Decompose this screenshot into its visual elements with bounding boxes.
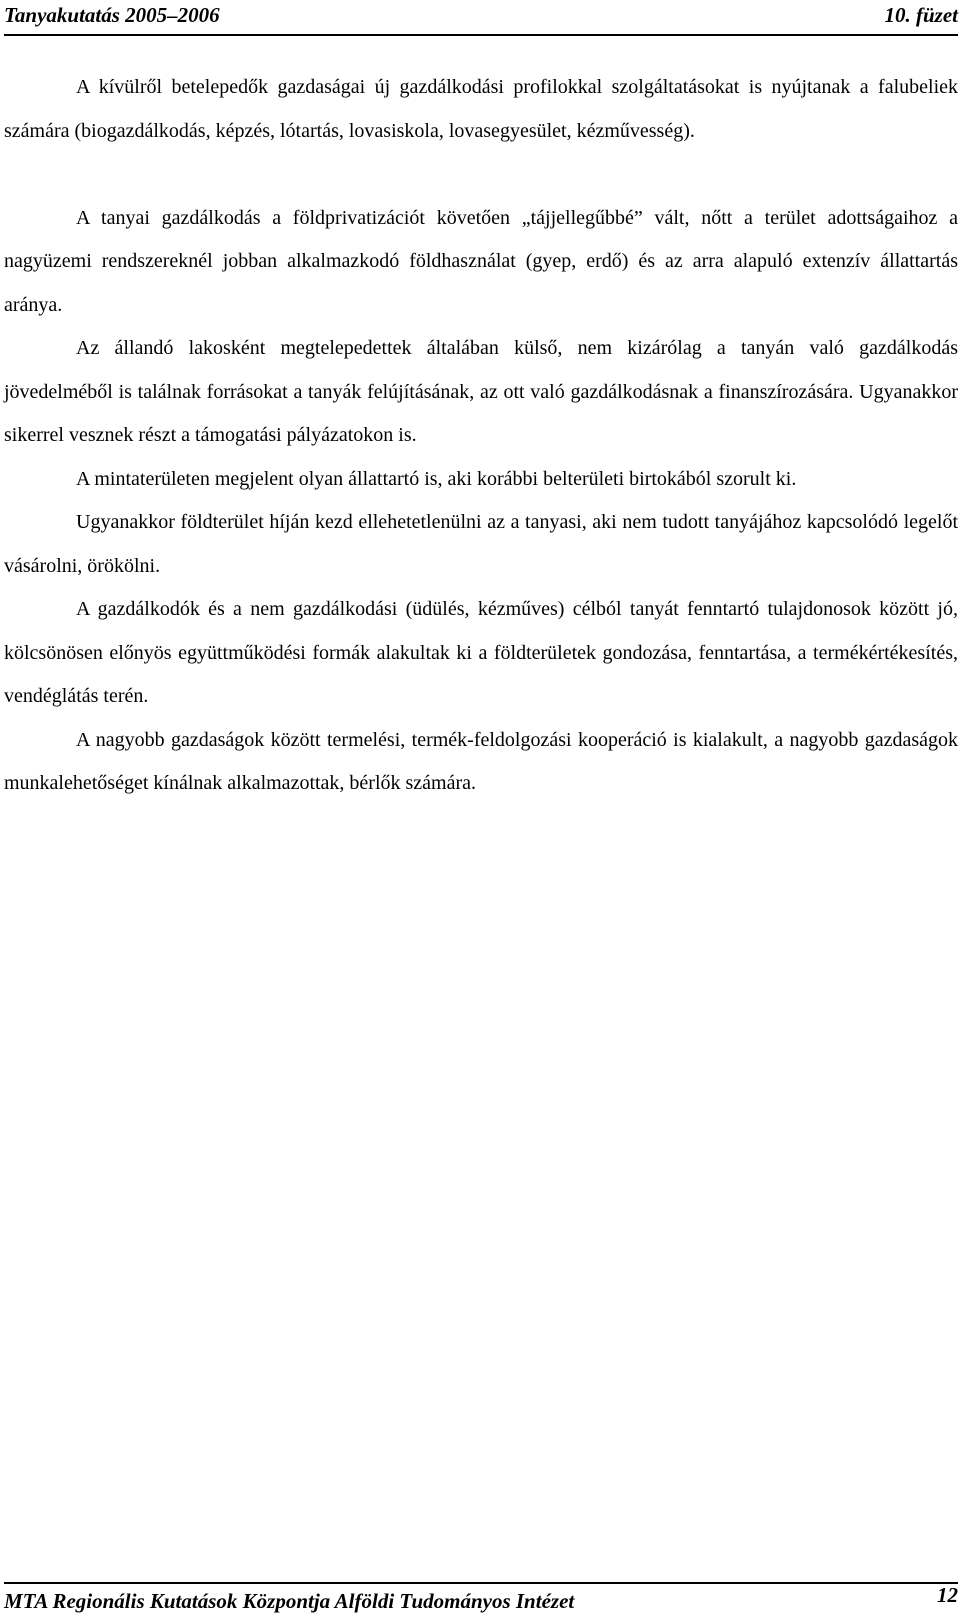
paragraph-livestock-keeper: A mintaterületen megjelent olyan állattartó is, aki korábbi belterületi birtokából szorult ki. <box>76 467 797 490</box>
body-text <box>4 66 958 806</box>
page-footer <box>4 1582 958 1618</box>
paragraph-permanent-residents: Az állandó lakosként megtelepedettek általában külső, nem kizárólag a tanyán való gazdálkodás jövedelméből is találnak forrásokat a tanyák felújításának, az ott való gazdálkodásnak a finanszírozására. Ugyanakkor sikerrel vesznek részt a támogatási pályázatokon is. <box>4 337 958 446</box>
paragraph-landscape-farming: A tanyai gazdálkodás a földprivatizációt követően „tájjellegűbbé” vált, nőtt a terület adottságaihoz a nagyüzemi rendszereknél jobban alkalmazkodó földhasználat (gyep, erdő) és az arra alapuló extenzív állattartás aránya. <box>4 206 958 316</box>
paragraph-larger-farms: A nagyobb gazdaságok között termelési, termék-feldolgozási kooperáció is kialakult, a nagyobb gazdaságok munkalehetőséget kínálnak alkalmazottak, bérlők számára. <box>4 728 958 794</box>
issue-number: 10. füzet <box>884 3 958 27</box>
page-number: 12 <box>937 1583 958 1607</box>
publication-title: Tanyakutatás 2005–2006 <box>4 3 220 27</box>
paragraph-newcomer-farms: A kívülről betelepedők gazdaságai új gazdálkodási profilokkal szolgáltatásokat is nyújtanak a falubeliek számára (biogazdálkodás, képzés, lótartás, lovasiskola, lovasegyesület, kézművesség). <box>4 76 958 142</box>
page-header <box>4 0 958 36</box>
paragraph-land-shortage: Ugyanakkor földterület híján kezd ellehetetlenülni az a tanyasi, aki nem tudott tanyájához kapcsolódó legelőt vásárolni, örökölni. <box>4 511 958 577</box>
institute-name: MTA Regionális Kutatások Központja Alföldi Tudományos Intézet <box>4 1589 575 1613</box>
paragraph-cooperation-owners: A gazdálkodók és a nem gazdálkodási (üdülés, kézműves) célból tanyát fenntartó tulajdonosok között jó, kölcsönösen előnyös együttműködési formák alakultak ki a földterületek gondozása, fenntartása, a termékértékesítés, vendéglátás terén. <box>4 598 958 707</box>
